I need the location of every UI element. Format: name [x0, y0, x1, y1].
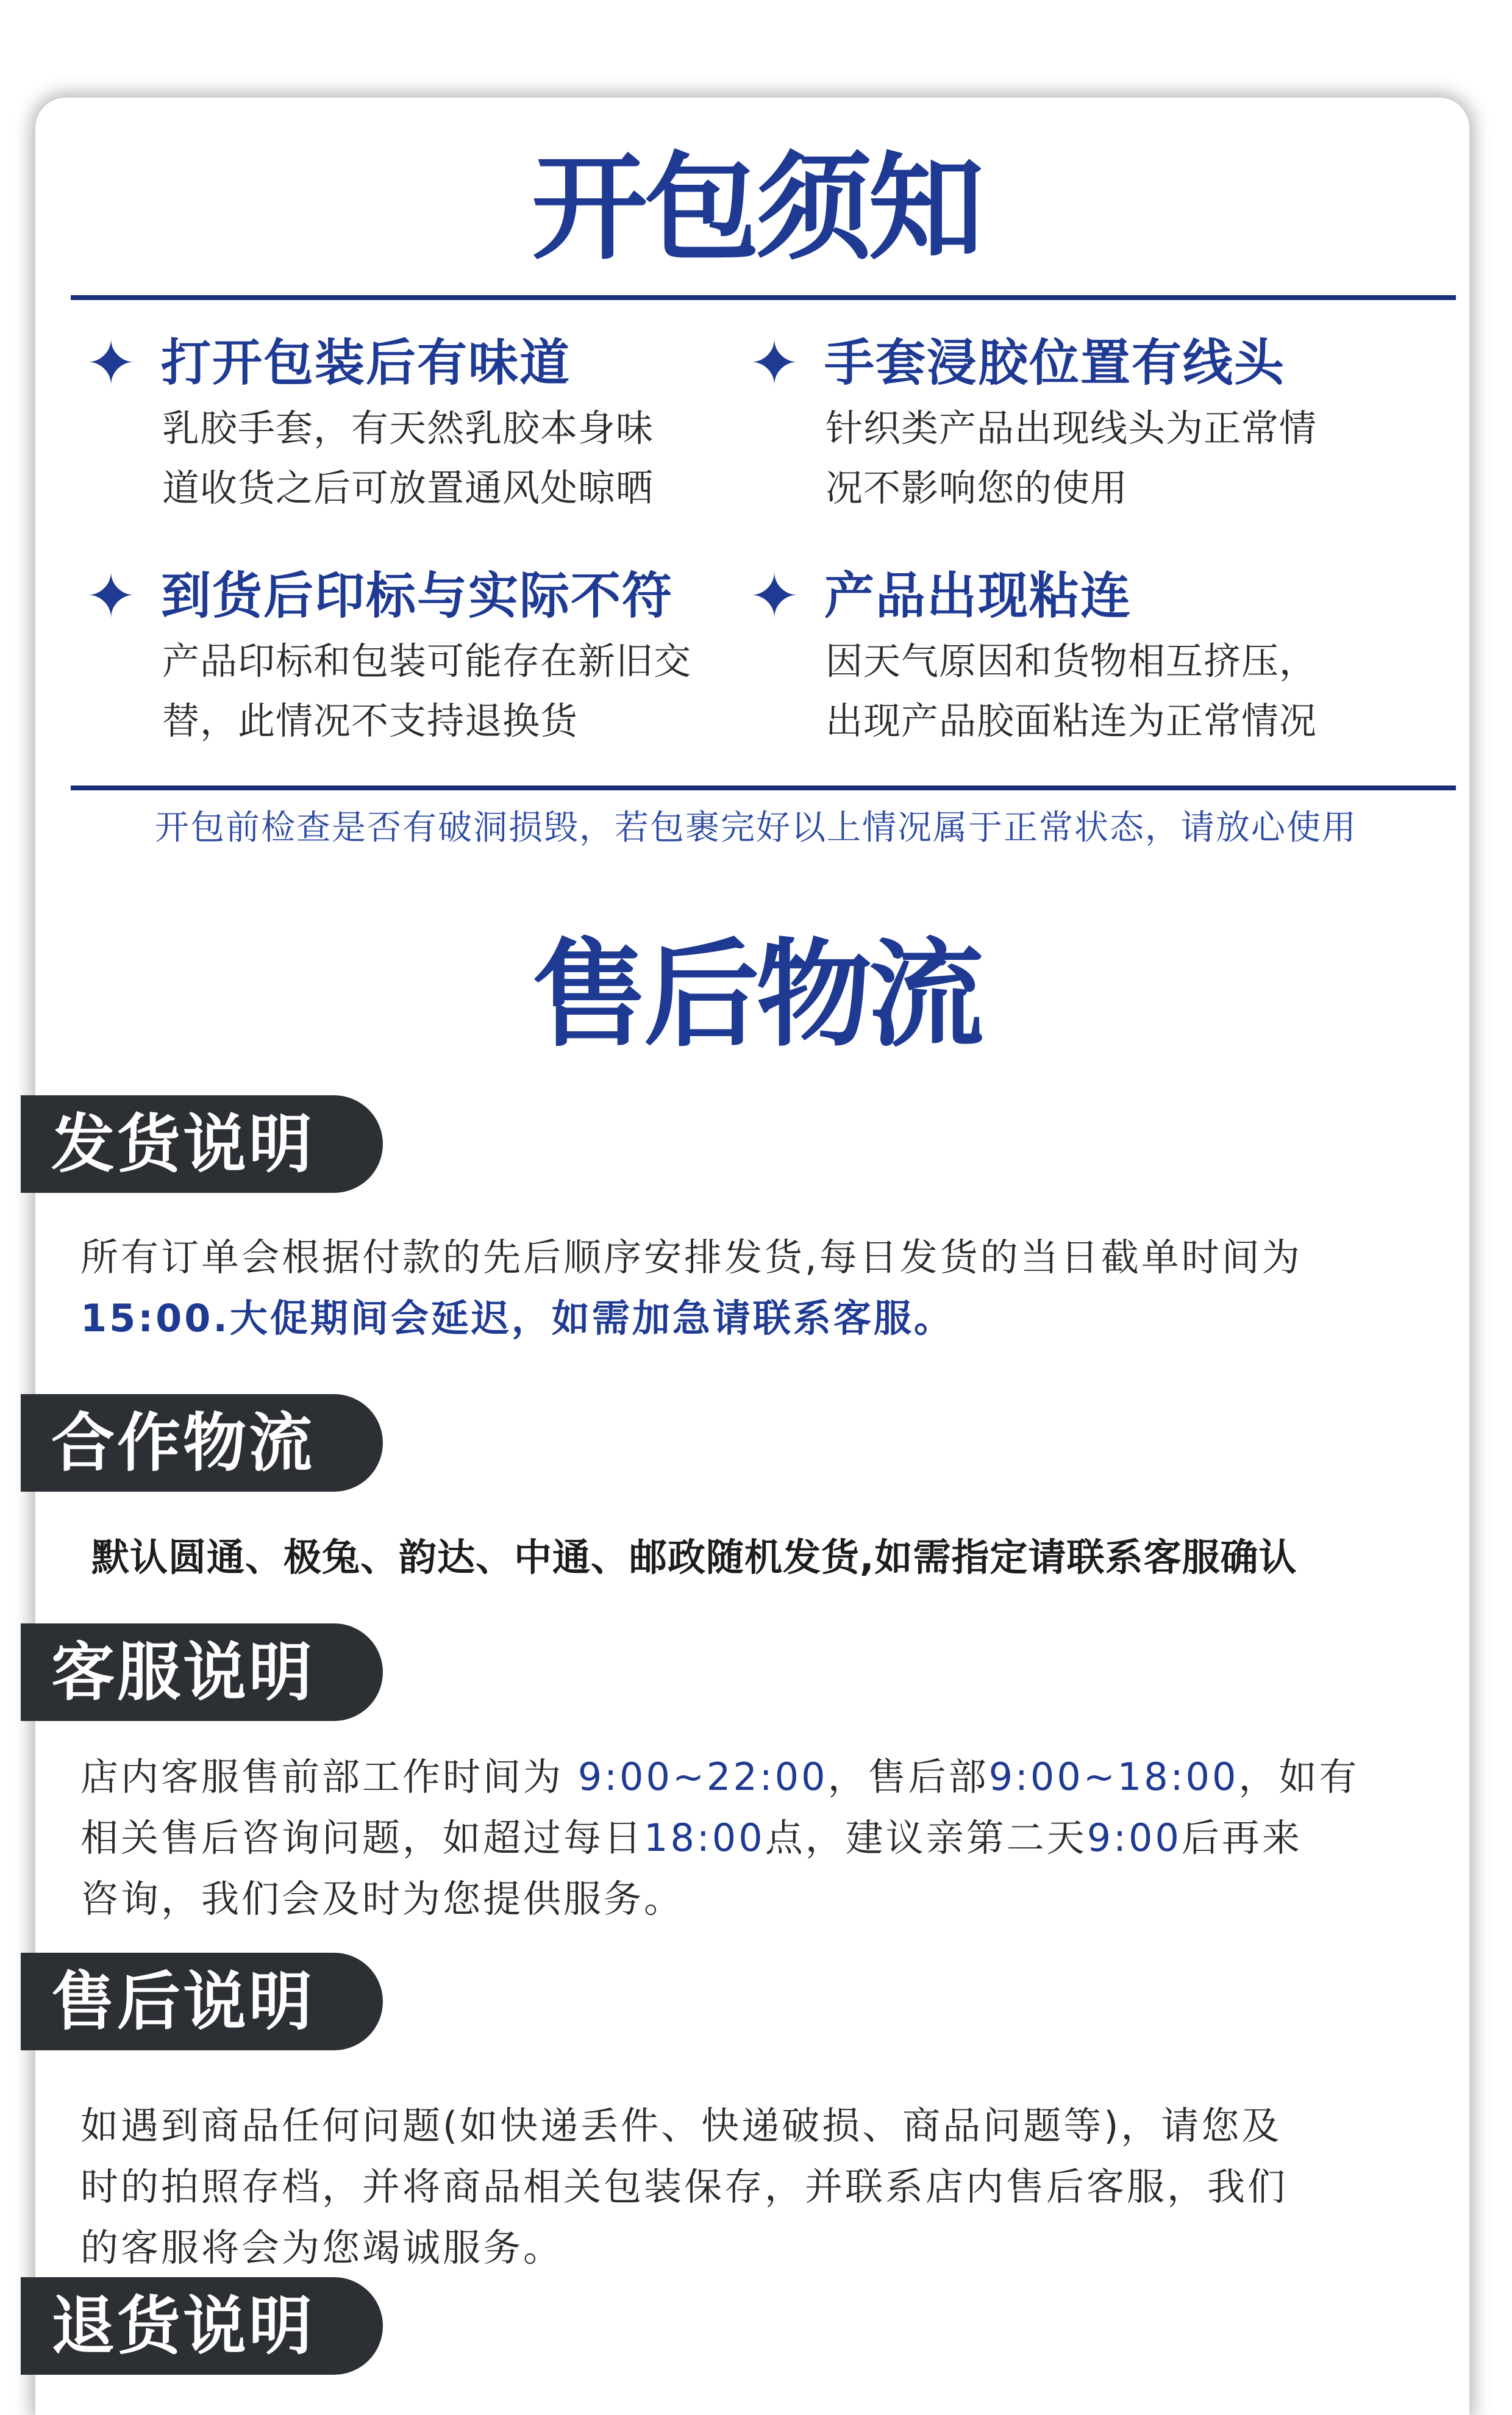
tip-title: 打开包装后有味道 [161, 334, 571, 392]
tip-body: 产品印标和包装可能存在新旧交 替，此情况不支持退换货 [162, 640, 692, 743]
bottom-divider [71, 785, 1456, 790]
star-icon: ✦ [749, 327, 800, 399]
tip-title: 手套浸胶位置有线头 [824, 334, 1286, 392]
tip-title: 产品出现粘连 [824, 567, 1132, 625]
top-divider [71, 295, 1456, 300]
logistics-text: 默认圆通、极兔、韵达、中通、邮政随机发货,如需指定请联系客服确认 [91, 1535, 1297, 1580]
after-label: 售后说明 [21, 1953, 383, 2050]
aftersales-title: 售后物流 [531, 928, 980, 1062]
tip-body: 因天气原因和货物相互挤压， 出现产品胶面粘连为正常情况 [826, 640, 1318, 743]
star-icon: ✦ [85, 560, 137, 632]
unpack-title: 开包须知 [531, 141, 980, 276]
tip-title: 到货后印标与实际不符 [161, 567, 674, 625]
logistics-label: 合作物流 [21, 1394, 383, 1492]
after-text: 如遇到商品任何问题(如快递丢件、快递破损、商品问题等)，请您及 时的拍照存档，并将商品相关包装保存，并联系店内售后客服，我们 的客服将会为您竭诚服务。 [80, 2103, 1288, 2270]
shipping-text: 所有订单会根据付款的先后顺序安排发货,每日发货的当日截单时间为 15:00.大促期间会延迟，如需加急请联系客服。 [80, 1235, 1302, 1340]
tip-body: 乳胶手套，有天然乳胶本身味 道收货之后可放置通风处晾晒 [162, 407, 654, 510]
service-text: 店内客服售前部工作时间为 9:00~22:00，售后部9:00~18:00，如有 相关售后咨询问题，如超过每日18:00点，建议亲第二天9:00后再来 咨询，我们会及时为您提供服务。 [80, 1755, 1360, 1921]
service-label: 客服说明 [21, 1623, 383, 1721]
star-icon: ✦ [85, 327, 137, 399]
returns-label: 退货说明 [21, 2277, 383, 2375]
inspection-note: 开包前检查是否有破洞损毁，若包裹完好以上情况属于正常状态，请放心使用 [155, 808, 1357, 848]
star-icon: ✦ [749, 560, 800, 632]
shipping-label: 发货说明 [21, 1095, 383, 1193]
tip-body: 针织类产品出现线头为正常情 况不影响您的使用 [826, 407, 1318, 510]
